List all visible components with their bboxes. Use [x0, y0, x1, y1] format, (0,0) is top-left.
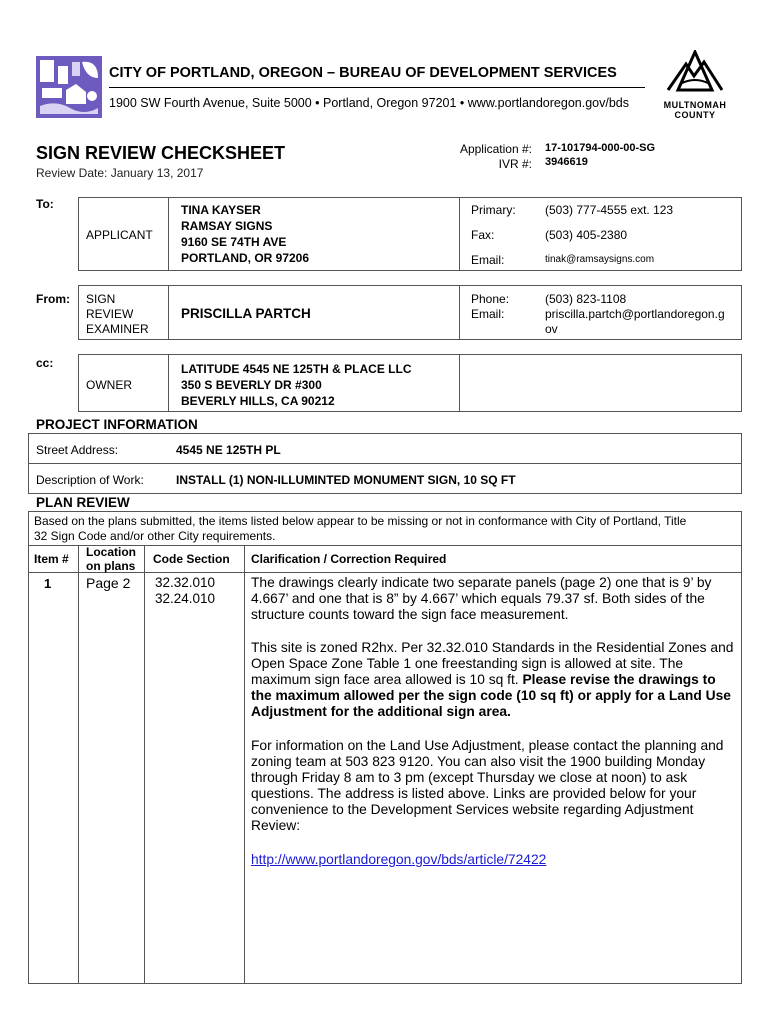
to-primary-label: Primary: [471, 203, 516, 217]
ivr-value: 3946619 [545, 156, 588, 168]
cc-divider-1 [168, 354, 169, 412]
col-header-location-1: Location [86, 545, 136, 559]
from-email-label: Email: [471, 307, 505, 321]
col-divider-3 [244, 545, 245, 984]
from-role-2: REVIEW [86, 307, 134, 321]
ivr-label: IVR #: [498, 157, 532, 171]
row-code-2: 32.24.010 [155, 591, 216, 606]
cc-line2: 350 S BEVERLY DR #300 [181, 378, 322, 392]
to-divider-1 [168, 197, 169, 271]
cc-role: OWNER [86, 378, 132, 392]
application-label: Application #: [459, 142, 532, 156]
street-address-label: Street Address: [36, 443, 119, 457]
cc-label: cc: [36, 356, 54, 370]
from-divider-2 [459, 285, 460, 340]
to-label: To: [36, 197, 54, 211]
clarification-paragraph-1: The drawings clearly indicate two separate panels (page 2) one that is 9’ by 4.667’ and one that is 8” by 4.667’ which equals 79.37 sf. Both sides of the structure counts toward the sign face measurement. [251, 575, 712, 622]
org-address: 1900 SW Fourth Avenue, Suite 5000 • Portland, Oregon 97201 • www.portlandoregon.gov/bds [109, 96, 629, 110]
col-divider-1 [78, 545, 79, 984]
col-divider-2 [144, 545, 145, 984]
plan-review-heading: PLAN REVIEW [36, 495, 130, 510]
to-company: RAMSAY SIGNS [181, 219, 273, 233]
col-header-code: Code Section [153, 552, 230, 566]
county-logo [658, 50, 732, 120]
city-logo [36, 56, 102, 118]
col-header-item: Item # [34, 552, 69, 566]
application-value: 17-101794-000-00-SG [545, 142, 656, 154]
cc-line1: LATITUDE 4545 NE 125TH & PLACE LLC [181, 362, 412, 376]
from-role-3: EXAMINER [86, 322, 149, 336]
to-divider-2 [459, 197, 460, 271]
page-title: SIGN REVIEW CHECKSHEET [36, 143, 286, 163]
to-city: PORTLAND, OR 97206 [181, 251, 310, 265]
adjustment-review-link[interactable]: http://www.portlandoregon.gov/bds/article/72422 [251, 852, 547, 867]
to-email-label: Email: [471, 253, 505, 267]
from-label: From: [36, 292, 70, 306]
to-fax-value: (503) 405-2380 [545, 228, 628, 242]
from-email-value-2: ov [545, 322, 558, 336]
county-logo-line1: MULTNOMAH [663, 100, 727, 110]
to-fax-label: Fax: [471, 228, 495, 242]
to-role: APPLICANT [86, 228, 153, 242]
to-name: TINA KAYSER [181, 203, 261, 217]
plan-intro-2: 32 Sign Code and/or other City requirements. [34, 529, 276, 543]
county-logo-line2: COUNTY [674, 110, 716, 120]
row-code-1: 32.32.010 [155, 575, 216, 590]
clarification-paragraph-2 [251, 640, 737, 720]
row-location: Page 2 [86, 575, 131, 591]
clarification-paragraph-3: For information on the Land Use Adjustment, please contact the planning and zoning team at 503 823 9120. You can also visit the 1900 building Monday through Friday 8 am to 3 pm (except Thursday we close at noon) to ask questions. The address is listed above. Links are provided below for your convenience to the Development Services website regarding Adjustment Review: [251, 738, 724, 833]
row-item-number: 1 [44, 576, 52, 591]
street-address-value: 4545 NE 125TH PL [176, 443, 281, 457]
col-header-location-2: on plans [86, 559, 136, 573]
work-description-value: INSTALL (1) NON-ILLUMINTED MONUMENT SIGN, 10 SQ FT [176, 473, 516, 487]
from-phone-label: Phone: [471, 292, 510, 306]
project-heading: PROJECT INFORMATION [36, 417, 198, 432]
cc-divider-2 [459, 354, 460, 412]
col-header-clarification: Clarification / Correction Required [251, 552, 447, 566]
work-description-label: Description of Work: [36, 473, 144, 487]
clarification-paragraph-2-bold: Please revise the drawings to the maximum allowed per the sign code (10 sq ft) or apply for a Land Use Adjustment for the additional sign area. [251, 672, 731, 719]
cc-line3: BEVERLY HILLS, CA 90212 [181, 394, 335, 408]
from-phone-value: (503) 823-1108 [545, 292, 627, 306]
from-divider-1 [168, 285, 169, 340]
clarification-paragraph-2-text: This site is zoned R2hx. Per 32.32.010 Standards in the Residential Zones and Open Space Zone Table 1 one freestanding sign is allowed at site. The maximum sign face area allowed is 10 sq ft. [251, 640, 734, 687]
header-rule [109, 87, 645, 88]
plan-intro-1: Based on the plans submitted, the items listed below appear to be missing or not in conformance with City of Portland, Title [34, 514, 687, 528]
project-row-divider [28, 463, 742, 464]
org-title: CITY OF PORTLAND, OREGON – BUREAU OF DEVELOPMENT SERVICES [109, 65, 617, 81]
to-primary-value: (503) 777-4555 ext. 123 [545, 203, 674, 217]
from-name: PRISCILLA PARTCH [181, 306, 311, 321]
to-street: 9160 SE 74TH AVE [181, 235, 287, 249]
from-role-1: SIGN [86, 292, 116, 306]
to-email-value: tinak@ramsaysigns.com [545, 254, 655, 265]
from-email-value-1: priscilla.partch@portlandoregon.g [545, 307, 725, 321]
review-date: Review Date: January 13, 2017 [36, 166, 204, 180]
